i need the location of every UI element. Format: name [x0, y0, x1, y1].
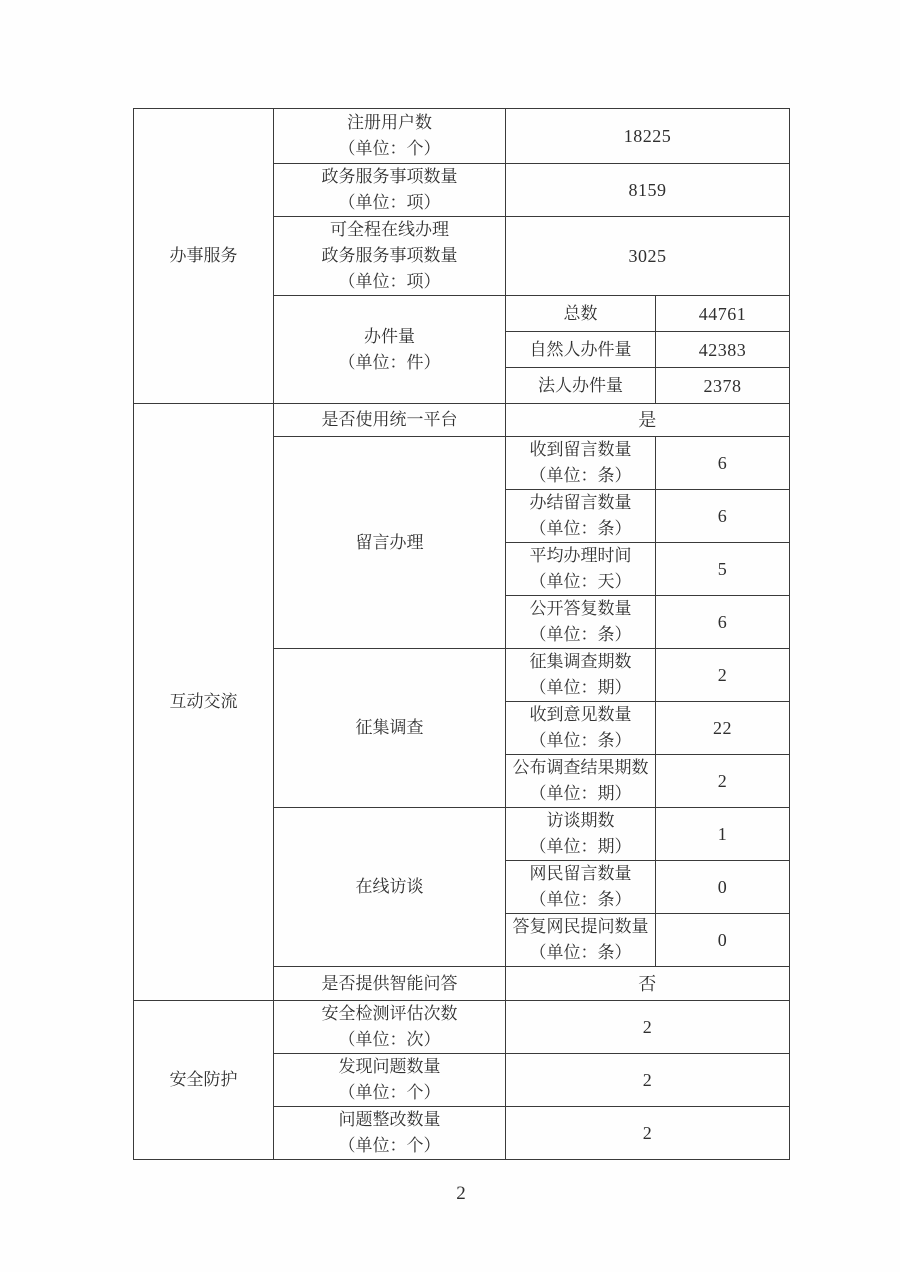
- value-cell: 否: [506, 967, 790, 1001]
- indicator-cell: [274, 1001, 506, 1054]
- value-cell: 18225: [506, 109, 790, 164]
- table-row: [134, 404, 790, 437]
- report-table-container: [133, 108, 790, 1160]
- indicator-label: 政务服务事项数量: [321, 167, 458, 186]
- indicator-label: 问题整改数量: [338, 1110, 441, 1129]
- group-label-cell: 留言办理: [274, 437, 506, 649]
- indicator-unit: （单位：项）: [338, 193, 441, 212]
- value-cell: 6: [656, 437, 790, 490]
- value-cell: 42383: [656, 332, 790, 368]
- indicator-label: 可全程在线办理: [330, 220, 449, 239]
- category-cell-security: 安全防护: [134, 1001, 274, 1160]
- value-cell: 2: [506, 1054, 790, 1107]
- indicator-unit: （单位：天）: [529, 572, 632, 591]
- indicator-label: 平均办理时间: [529, 546, 632, 565]
- indicator-cell: [274, 164, 506, 217]
- indicator-cell: [274, 109, 506, 164]
- indicator-unit: （单位：项）: [338, 272, 441, 291]
- indicator-label: 政务服务事项数量: [321, 246, 458, 265]
- sub-indicator-cell: 自然人办件量: [506, 332, 656, 368]
- indicator-unit: （单位：条）: [529, 890, 632, 909]
- category-cell-service: 办事服务: [134, 109, 274, 404]
- group-label: 办件量: [364, 326, 415, 346]
- indicator-unit: （单位：期）: [529, 784, 632, 803]
- sub-indicator-cell: [506, 649, 656, 702]
- table-row: [134, 1001, 790, 1054]
- value-cell: 44761: [656, 296, 790, 332]
- sub-indicator-cell: 法人办件量: [506, 368, 656, 404]
- indicator-label: 公开答复数量: [529, 599, 632, 618]
- value-cell: 8159: [506, 164, 790, 217]
- value-cell: 0: [656, 861, 790, 914]
- value-cell: 2: [506, 1107, 790, 1160]
- indicator-label: 答复网民提问数量: [512, 917, 649, 936]
- sub-indicator-cell: [506, 861, 656, 914]
- indicator-cell: [274, 217, 506, 296]
- indicator-unit: （单位：次）: [338, 1030, 441, 1049]
- indicator-label: 网民留言数量: [529, 864, 632, 883]
- indicator-label: 访谈期数: [546, 811, 615, 830]
- indicator-label: 收到意见数量: [529, 705, 632, 724]
- indicator-cell: [274, 1107, 506, 1160]
- group-label-cell: 在线访谈: [274, 808, 506, 967]
- value-cell: 2: [656, 755, 790, 808]
- indicator-unit: （单位：期）: [529, 837, 632, 856]
- sub-indicator-cell: [506, 437, 656, 490]
- group-label-cell: [274, 296, 506, 404]
- indicator-label: 注册用户数: [347, 113, 432, 132]
- value-cell: 3025: [506, 217, 790, 296]
- value-cell: 6: [656, 596, 790, 649]
- value-cell: 22: [656, 702, 790, 755]
- group-unit: （单位：件）: [338, 352, 441, 372]
- sub-indicator-cell: [506, 490, 656, 543]
- value-cell: 6: [656, 490, 790, 543]
- indicator-label: 发现问题数量: [338, 1057, 441, 1076]
- group-label-cell: 征集调查: [274, 649, 506, 808]
- indicator-label: 公布调查结果期数: [512, 758, 649, 777]
- indicator-cell: 是否提供智能问答: [274, 967, 506, 1001]
- value-cell: 1: [656, 808, 790, 861]
- value-cell: 2378: [656, 368, 790, 404]
- value-cell: 2: [506, 1001, 790, 1054]
- page-number: 2: [456, 1183, 466, 1204]
- sub-indicator-cell: [506, 755, 656, 808]
- indicator-unit: （单位：条）: [529, 466, 632, 485]
- indicator-unit: （单位：条）: [529, 731, 632, 750]
- indicator-unit: （单位：个）: [338, 1083, 441, 1102]
- indicator-cell: 是否使用统一平台: [274, 404, 506, 437]
- sub-indicator-cell: [506, 914, 656, 967]
- value-cell: 是: [506, 404, 790, 437]
- table-row: [134, 109, 790, 164]
- value-cell: 2: [656, 649, 790, 702]
- indicator-unit: （单位：条）: [529, 943, 632, 962]
- indicator-unit: （单位：期）: [529, 678, 632, 697]
- sub-indicator-cell: 总数: [506, 296, 656, 332]
- indicator-cell: [274, 1054, 506, 1107]
- indicator-unit: （单位：条）: [529, 625, 632, 644]
- indicator-label: 收到留言数量: [529, 440, 632, 459]
- sub-indicator-cell: [506, 808, 656, 861]
- sub-indicator-cell: [506, 702, 656, 755]
- indicator-label: 办结留言数量: [529, 493, 632, 512]
- category-cell-interaction: 互动交流: [134, 404, 274, 1001]
- indicator-unit: （单位：条）: [529, 519, 632, 538]
- value-cell: 5: [656, 543, 790, 596]
- sub-indicator-cell: [506, 596, 656, 649]
- sub-indicator-cell: [506, 543, 656, 596]
- indicator-label: 安全检测评估次数: [321, 1004, 458, 1023]
- indicator-unit: （单位：个）: [338, 139, 441, 158]
- value-cell: 0: [656, 914, 790, 967]
- indicator-unit: （单位：个）: [338, 1136, 441, 1155]
- indicator-label: 征集调查期数: [529, 652, 632, 671]
- report-table: [133, 108, 790, 1160]
